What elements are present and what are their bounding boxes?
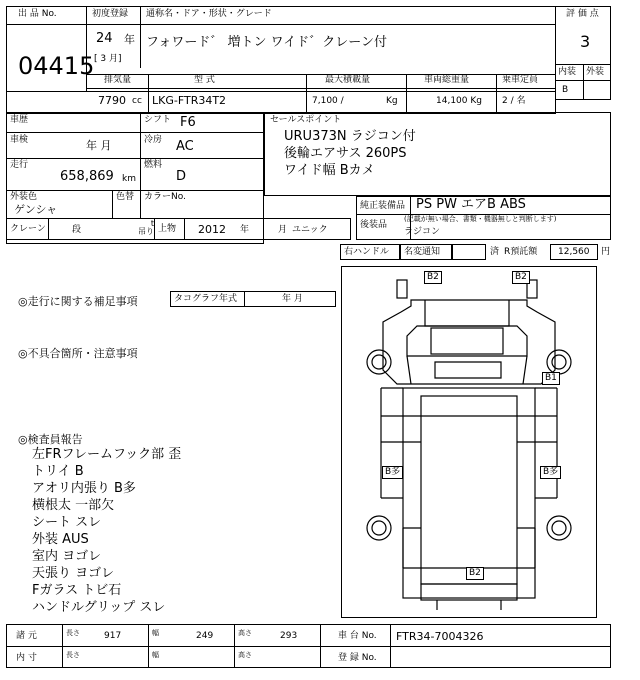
history-label: 車歴 [10, 115, 29, 125]
model-code: LKG-FTR34T2 [152, 94, 227, 107]
defects-label: ◎不具合箇所・注意事項 [18, 347, 138, 360]
wid-label: 幅 [152, 629, 159, 637]
model-name: フォワード゛ 増トン ワイド゛クレーン付 [146, 35, 387, 50]
inspector-label: ◎検査員報告 [18, 433, 83, 446]
inspection-value: 年 月 [86, 139, 112, 152]
color-code-label: カラーNo. [144, 192, 186, 202]
seats-value: 2 / 名 [502, 96, 526, 106]
truck-diagram [341, 266, 597, 618]
sales-line-2: 後輪エアサス 260PS [284, 146, 407, 161]
sales-line-3: ワイド幅 Bカメ [284, 163, 375, 178]
equipment-label: 純正装備品 [360, 201, 406, 211]
payload-label: 最大積載量 [325, 75, 371, 85]
color-no-label: 色替 [116, 192, 135, 202]
inner-label: 内 寸 [16, 653, 37, 663]
inspector-line: 外装 AUS [32, 532, 89, 547]
tacho-value: 年 月 [282, 294, 303, 304]
shift-value: F6 [180, 115, 196, 130]
inspector-line: Fガラス トビ石 [32, 583, 122, 598]
crane-month-unit: 月 [278, 225, 288, 235]
damage-mark: B2 [466, 567, 484, 580]
aircon-label: 冷房 [144, 135, 163, 145]
equipment-value: PS PW エアB ABS [416, 197, 526, 212]
fuel-value: D [176, 169, 187, 184]
lot-number: 04415 [18, 52, 95, 80]
reg-year: 24 [96, 31, 113, 46]
color-value: ゲンシャ [14, 203, 58, 216]
inspector-line: シート スレ [32, 515, 102, 530]
sales-label: セールスポイント [270, 115, 342, 125]
damage-mark: B多 [540, 466, 561, 479]
inspector-line: アオリ内張り B多 [32, 481, 136, 496]
hgt-label: 高さ [238, 651, 252, 659]
inspector-line: 横根太 一部欠 [32, 498, 115, 513]
aftermarket-label: 後装品 [360, 220, 388, 230]
width-value: 249 [196, 631, 214, 641]
displacement-value: 7790 [98, 94, 126, 107]
sales-line-1: URU373N ラジコン付 [284, 129, 416, 144]
length-value: 917 [104, 631, 122, 641]
len-label: 長さ [66, 651, 80, 659]
height-value: 293 [280, 631, 298, 641]
reg-label: 初度登録 [92, 9, 129, 19]
tacho-label: タコグラフ年式 [174, 294, 238, 304]
reg-no-label: 登 録 No. [338, 653, 377, 663]
inspector-line: 室内 ヨゴレ [32, 549, 102, 564]
inspector-line: ハンドルグリップ スレ [32, 600, 166, 615]
r-label: R預託額 [504, 247, 538, 257]
wid-label: 幅 [152, 651, 159, 659]
crane-year: 2012 [198, 223, 226, 236]
dims-label: 諸 元 [16, 631, 37, 641]
inspector-line: 天張り ヨゴレ [32, 566, 115, 581]
damage-mark: B2 [424, 271, 442, 284]
crane-year-unit: 年 [240, 225, 250, 235]
reg-month: [ 3 月] [94, 54, 122, 64]
separator-box [452, 244, 486, 260]
score-value: 3 [580, 32, 591, 51]
exterior-label: 外装 [586, 67, 605, 77]
aircon-value: AC [176, 139, 194, 154]
meter-label: 名変通知 [404, 247, 441, 257]
displacement-unit: cc [132, 96, 142, 106]
damage-mark: B多 [382, 466, 403, 479]
score-label: 評 価 点 [566, 9, 599, 19]
inspection-label: 車検 [10, 135, 29, 145]
r-unit: 円 [601, 247, 611, 257]
gross-label: 車両総重量 [424, 75, 470, 85]
color-label: 外装色 [10, 192, 38, 202]
displacement-label: 排気量 [104, 75, 132, 85]
hgt-label: 高さ [238, 629, 252, 637]
aftermarket-value: ラジコン [404, 227, 441, 237]
gross-value: 14,100 Kg [436, 96, 482, 106]
interior-label: 内装 [558, 67, 577, 77]
crane-ton: t 吊り [138, 219, 154, 236]
model-label: 型 式 [194, 75, 215, 85]
crane-maker: ユニック [292, 225, 328, 235]
reg-year-unit: 年 [124, 33, 135, 46]
handle-value: 右ハンドル [344, 247, 390, 257]
meter-separator: 済 [490, 247, 500, 257]
crane-label: クレーン [10, 224, 46, 234]
r-value: 12,560 [558, 247, 590, 257]
mileage-value: 658,869 [60, 169, 114, 184]
payload-unit: Kg [386, 96, 398, 106]
seats-label: 乗車定員 [502, 75, 539, 85]
damage-mark: B1 [542, 372, 560, 385]
mileage-label: 走行 [10, 160, 29, 170]
lot-label: 出 品 No. [18, 9, 57, 19]
name-label: 通称名・ドア・形状・グレード [146, 9, 272, 19]
chassis-value: FTR34-7004326 [396, 630, 484, 643]
crane-stage: 段 [72, 225, 82, 235]
fuel-label: 燃料 [144, 160, 163, 170]
inspector-line: トリイ B [32, 464, 84, 479]
shift-label: シフト [144, 115, 172, 125]
mileage-unit: km [122, 174, 136, 184]
len-label: 長さ [66, 629, 80, 637]
crane-mount-label: 上物 [158, 224, 177, 234]
interior-grade: B [562, 85, 569, 95]
running-label: ◎走行に関する補足事項 [18, 295, 138, 308]
inspector-line: 左FRフレームフック部 歪 [32, 447, 182, 462]
chassis-label: 車 台 No. [338, 631, 377, 641]
payload-value: 7,100 / [312, 96, 344, 106]
aftermarket-note: (記載が無い場合、書類・機器無しと判断します) [404, 215, 557, 223]
damage-mark: B2 [512, 271, 530, 284]
